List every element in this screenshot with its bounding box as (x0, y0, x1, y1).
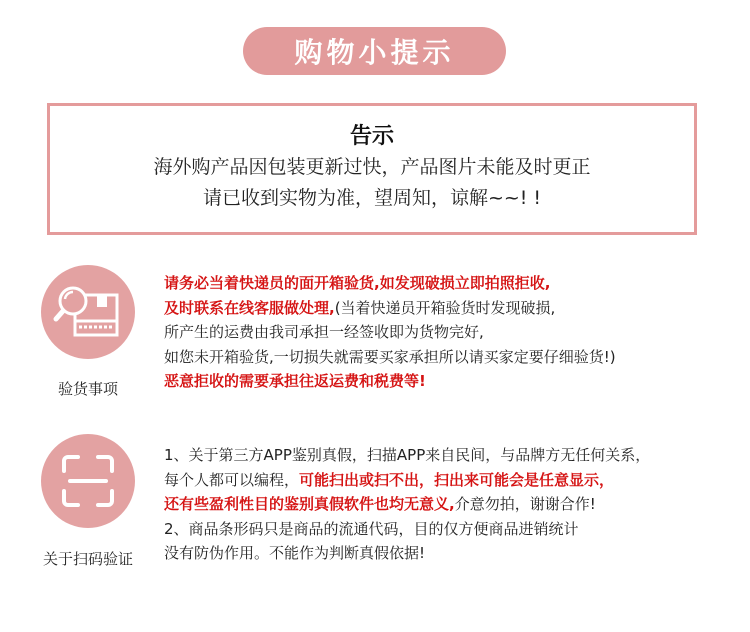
scan-line-3-red: 还有些盈利性目的鉴别真假软件也均无意义, (164, 495, 455, 513)
inspection-line-4: 如您未开箱验货,一切损失就需要买家承担所以请买家定要仔细验货!) (164, 347, 616, 366)
scan-line-4: 2、商品条形码只是商品的流通代码，目的仅方便商品进销统计 (164, 519, 579, 538)
notice-box (47, 103, 697, 235)
notice-title: 告示 (349, 124, 394, 149)
section-banner (243, 27, 506, 75)
inspection-label: 验货事项 (57, 380, 118, 398)
inspection-icon-circle (41, 265, 135, 359)
inspection-line-1: 请务必当着快递员的面开箱验货,如发现破损立即拍照拒收, (164, 274, 551, 292)
inspection-line-2-red: 及时联系在线客服做处理, (164, 298, 335, 317)
scan-line-2: 每个人都可以编程， (164, 470, 300, 489)
scan-frame-icon (58, 451, 118, 511)
banner-title: 购物小提示 (294, 36, 455, 69)
scan-line-5: 没有防伪作用。不能作为判断真假依据! (164, 544, 426, 562)
scan-line-3: 介意勿拍，谢谢合作! (454, 495, 596, 513)
inspection-line-3: 所产生的运费由我司承担一经签收即为货物完好, (164, 323, 484, 341)
notice-line-1: 海外购产品因包装更新过快，产品图片未能及时更正 (153, 156, 591, 178)
inspection-text (164, 271, 616, 394)
notice-line-2: 请已收到实物为准，望周知，谅解~~! ! (202, 187, 542, 209)
scan-line-2-red: 可能扫出或扫不出，扫出来可能会是任意显示， (299, 470, 615, 489)
inspection-line-5: 恶意拒收的需要承担往返运费和税费等! (164, 372, 426, 390)
scan-label: 关于扫码验证 (42, 550, 133, 568)
scan-text (164, 443, 650, 566)
magnifier-package-icon (53, 281, 123, 343)
inspection-line-2: (当着快递员开箱验货时发现破损, (334, 298, 556, 317)
scan-icon-circle (41, 434, 135, 528)
scan-line-1: 1、关于第三方APP鉴别真假，扫描APP来自民间，与品牌方无任何关系， (164, 446, 651, 464)
